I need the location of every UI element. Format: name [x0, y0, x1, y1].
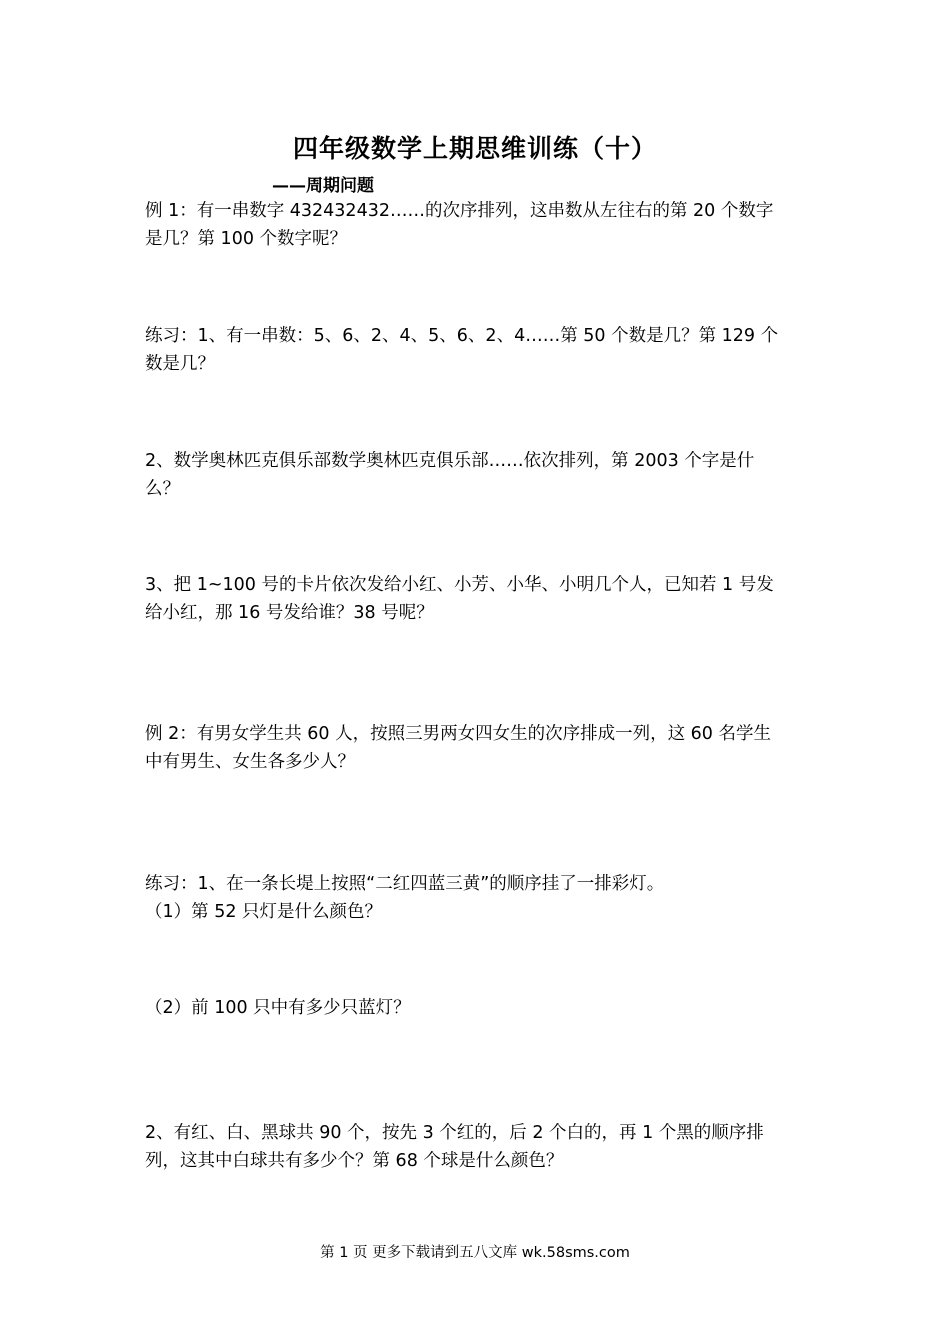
- example-2-line-2: 中有男生、女生各多少人？: [145, 752, 355, 772]
- practice-2-question-1-line-1: 练习：1、在一条长堤上按照“二红四蓝三黄”的顺序挂了一排彩灯。: [145, 874, 665, 894]
- practice-2-question-1: [145, 870, 813, 926]
- practice-1-question-3-line-2: 给小红，那 16 号发给谁？38 号呢？: [145, 603, 434, 623]
- example-2: [145, 720, 813, 776]
- practice-2-question-2-line-2: 列，这其中白球共有多少个？第 68 个球是什么颜色？: [145, 1151, 564, 1171]
- example-1-line-1: 例 1：有一串数字 432432432……的次序排列，这串数从左往右的第 20 个数字: [145, 201, 774, 221]
- practice-1-question-3-line-1: 3、把 1~100 号的卡片依次发给小红、小芳、小华、小明几个人，已知若 1 号发: [145, 575, 774, 595]
- practice-1-question-2-line-2: 么？: [145, 479, 180, 499]
- example-2-line-1: 例 2：有男女学生共 60 人，按照三男两女四女生的次序排成一列，这 60 名学生: [145, 724, 771, 744]
- example-1: [145, 197, 813, 253]
- practice-2-question-2: [145, 1119, 813, 1175]
- practice-1-question-1-line-2: 数是几？: [145, 354, 215, 374]
- practice-2-question-1-line-2: （1）第 52 只灯是什么颜色？: [145, 902, 383, 922]
- page-title: 四年级数学上期思维训练（十）: [292, 134, 657, 163]
- practice-1-question-1-line-1: 练习：1、有一串数：5、6、2、4、5、6、2、4……第 50 个数是几？第 129 个: [145, 326, 779, 346]
- practice-2-question-1-part-2-line-1: （2）前 100 只中有多少只蓝灯？: [145, 998, 411, 1018]
- practice-2-question-1-part-2: [145, 994, 813, 1022]
- page-subtitle: ——周期问题: [272, 176, 374, 196]
- page-footer: 第 1 页 更多下载请到五八文库 wk.58sms.com: [320, 1245, 630, 1261]
- example-1-line-2: 是几？第 100 个数字呢？: [145, 229, 348, 249]
- practice-1-question-2-line-1: 2、数学奥林匹克俱乐部数学奥林匹克俱乐部……依次排列，第 2003 个字是什: [145, 451, 755, 471]
- practice-1-question-3: [145, 571, 813, 627]
- practice-1-question-1: [145, 322, 813, 378]
- practice-2-question-2-line-1: 2、有红、白、黑球共 90 个，按先 3 个红的，后 2 个白的，再 1 个黑的顺序排: [145, 1123, 764, 1143]
- practice-1-question-2: [145, 447, 813, 503]
